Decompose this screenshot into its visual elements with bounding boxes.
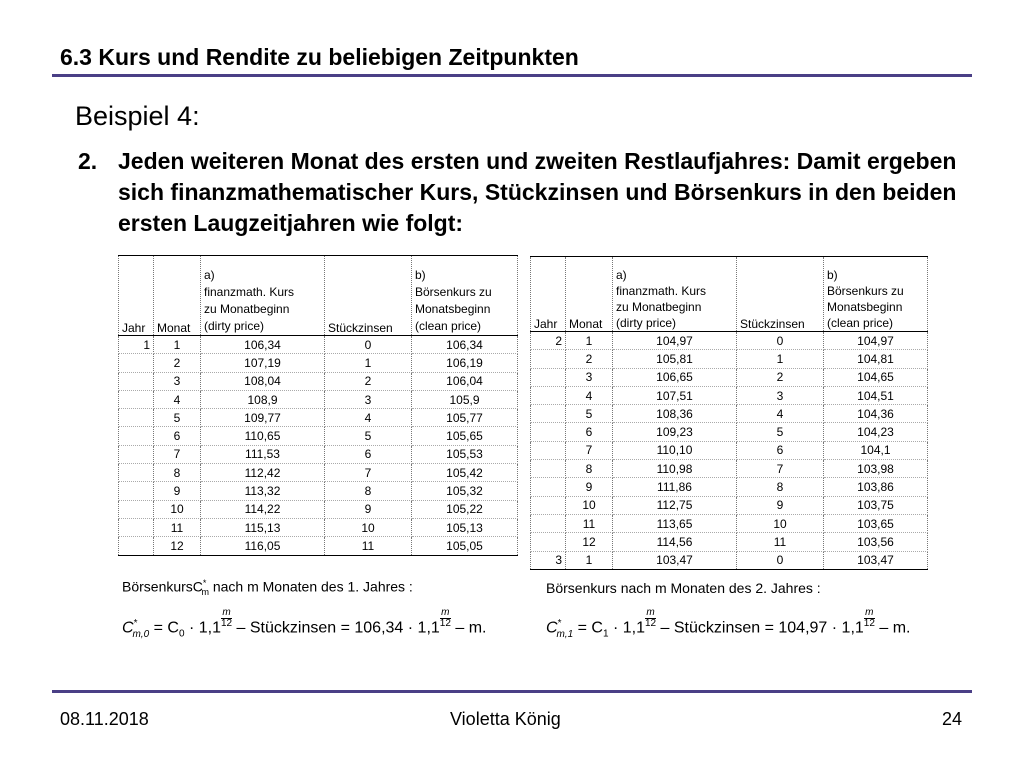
cell-dirty-price: 113,65 <box>613 514 737 532</box>
cell-stueckzinsen: 0 <box>737 551 824 569</box>
col-clean-price: b) Börsenkurs zu Monatsbeginn (clean price) <box>824 257 928 332</box>
table-year-1 <box>118 255 518 556</box>
cell-stueckzinsen: 10 <box>737 514 824 532</box>
col-stueckzinsen: Stückzinsen <box>325 256 412 336</box>
cell-stueckzinsen: 2 <box>325 372 412 390</box>
cell-monat: 7 <box>154 445 201 463</box>
cell-monat: 4 <box>566 386 613 404</box>
exponent-fraction: $\frac{m}{12}$ <box>220 607 233 629</box>
cell-stueckzinsen: 0 <box>737 332 824 350</box>
cell-monat: 11 <box>566 514 613 532</box>
cell-dirty-price: 115,13 <box>201 518 325 536</box>
cell-monat: 6 <box>566 423 613 441</box>
exponent-fraction: $\frac{m}{12}$ <box>644 607 657 629</box>
cell-monat: 2 <box>154 354 201 372</box>
cell-jahr <box>119 409 154 427</box>
cell-jahr <box>531 533 566 551</box>
cell-monat: 6 <box>154 427 201 445</box>
cell-monat: 5 <box>154 409 201 427</box>
cell-stueckzinsen: 2 <box>737 368 824 386</box>
cell-clean-price: 105,22 <box>412 500 518 518</box>
cell-monat: 9 <box>566 478 613 496</box>
cell-jahr <box>119 445 154 463</box>
cell-dirty-price: 105,81 <box>613 350 737 368</box>
table-row <box>119 445 518 463</box>
cell-dirty-price: 109,77 <box>201 409 325 427</box>
cell-monat: 9 <box>154 482 201 500</box>
cell-clean-price: 103,47 <box>824 551 928 569</box>
formula-1-caption: BörsenkursC*$_m$ nach m Monaten des 1. Jahres : <box>122 578 413 598</box>
cell-dirty-price: 112,75 <box>613 496 737 514</box>
table-row <box>119 427 518 445</box>
point-number: 2. <box>78 148 98 174</box>
cell-clean-price: 105,13 <box>412 518 518 536</box>
cell-jahr <box>531 350 566 368</box>
cell-clean-price: 104,81 <box>824 350 928 368</box>
cell-jahr <box>531 496 566 514</box>
cell-jahr <box>119 372 154 390</box>
cell-monat: 5 <box>566 405 613 423</box>
cell-monat: 3 <box>566 368 613 386</box>
col-dirty-price: a) finanzmath. Kurs zu Monatbeginn (dirty price) <box>613 257 737 332</box>
table-row <box>119 500 518 518</box>
cell-jahr <box>119 464 154 482</box>
table-row <box>531 533 928 551</box>
cell-clean-price: 105,65 <box>412 427 518 445</box>
table-row <box>119 537 518 555</box>
cell-jahr: 3 <box>531 551 566 569</box>
cell-jahr: 2 <box>531 332 566 350</box>
cell-clean-price: 103,56 <box>824 533 928 551</box>
table-row <box>531 478 928 496</box>
cell-clean-price: 103,98 <box>824 460 928 478</box>
table-row <box>119 482 518 500</box>
cell-stueckzinsen: 9 <box>737 496 824 514</box>
cell-clean-price: 104,65 <box>824 368 928 386</box>
cell-monat: 2 <box>566 350 613 368</box>
cell-clean-price: 106,34 <box>412 336 518 354</box>
cell-jahr <box>531 514 566 532</box>
table-row <box>531 368 928 386</box>
cell-monat: 1 <box>566 332 613 350</box>
cell-clean-price: 104,51 <box>824 386 928 404</box>
exponent-fraction: $\frac{m}{12}$ <box>439 607 451 629</box>
cell-jahr <box>531 405 566 423</box>
cell-dirty-price: 112,42 <box>201 464 325 482</box>
cell-dirty-price: 110,65 <box>201 427 325 445</box>
cell-clean-price: 105,05 <box>412 537 518 555</box>
col-jahr: Jahr <box>531 257 566 332</box>
cell-clean-price: 105,32 <box>412 482 518 500</box>
cell-jahr <box>119 354 154 372</box>
cell-clean-price: 105,53 <box>412 445 518 463</box>
table-row <box>119 354 518 372</box>
example-label: Beispiel 4: <box>75 101 200 131</box>
table-row <box>531 405 928 423</box>
cell-stueckzinsen: 8 <box>737 478 824 496</box>
cell-dirty-price: 110,10 <box>613 441 737 459</box>
cell-stueckzinsen: 6 <box>737 441 824 459</box>
cell-clean-price: 103,65 <box>824 514 928 532</box>
cell-monat: 7 <box>566 441 613 459</box>
cell-jahr <box>531 423 566 441</box>
cell-clean-price: 104,97 <box>824 332 928 350</box>
cell-monat: 12 <box>566 533 613 551</box>
cell-clean-price: 106,04 <box>412 372 518 390</box>
cell-clean-price: 104,1 <box>824 441 928 459</box>
cell-jahr <box>531 386 566 404</box>
slide-title: 6.3 Kurs und Rendite zu beliebigen Zeitpunkten <box>60 44 579 70</box>
cell-dirty-price: 107,51 <box>613 386 737 404</box>
cell-stueckzinsen: 3 <box>325 390 412 408</box>
cell-jahr <box>119 518 154 536</box>
cell-dirty-price: 114,56 <box>613 533 737 551</box>
table-row <box>119 464 518 482</box>
cell-dirty-price: 114,22 <box>201 500 325 518</box>
cell-monat: 3 <box>154 372 201 390</box>
cell-dirty-price: 110,98 <box>613 460 737 478</box>
cell-jahr <box>119 537 154 555</box>
cell-clean-price: 104,23 <box>824 423 928 441</box>
table-row <box>531 441 928 459</box>
cell-dirty-price: 111,86 <box>613 478 737 496</box>
cell-stueckzinsen: 5 <box>325 427 412 445</box>
table-row <box>119 409 518 427</box>
cell-jahr <box>531 441 566 459</box>
header-rule <box>52 74 972 77</box>
table-row <box>119 390 518 408</box>
cell-dirty-price: 108,9 <box>201 390 325 408</box>
cell-stueckzinsen: 4 <box>325 409 412 427</box>
table-year-2 <box>530 256 928 570</box>
cell-jahr <box>531 460 566 478</box>
cell-stueckzinsen: 7 <box>325 464 412 482</box>
table-row <box>531 460 928 478</box>
cell-dirty-price: 107,19 <box>201 354 325 372</box>
cell-clean-price: 103,75 <box>824 496 928 514</box>
table-row <box>531 551 928 569</box>
cell-stueckzinsen: 11 <box>325 537 412 555</box>
col-dirty-price: a) finanzmath. Kurs zu Monatbeginn (dirty price) <box>201 256 325 336</box>
formula-1: $C^*_{m,0} = C_0 \cdot 1,1$ $\frac{m}{12}$ – Stückzinsen = 106,34 · 1,1 $\frac{m}{12}$ – m. <box>122 607 487 640</box>
cell-clean-price: 105,9 <box>412 390 518 408</box>
cell-monat: 12 <box>154 537 201 555</box>
cell-clean-price: 105,77 <box>412 409 518 427</box>
cell-monat: 1 <box>154 336 201 354</box>
cell-monat: 4 <box>154 390 201 408</box>
footer-date: 08.11.2018 <box>60 709 149 729</box>
cell-dirty-price: 108,04 <box>201 372 325 390</box>
cell-monat: 8 <box>566 460 613 478</box>
cell-monat: 8 <box>154 464 201 482</box>
cell-stueckzinsen: 5 <box>737 423 824 441</box>
cell-monat: 10 <box>566 496 613 514</box>
cell-stueckzinsen: 9 <box>325 500 412 518</box>
cell-dirty-price: 108,36 <box>613 405 737 423</box>
cell-jahr <box>119 500 154 518</box>
cell-jahr <box>119 482 154 500</box>
cell-dirty-price: 109,23 <box>613 423 737 441</box>
col-monat: Monat <box>566 257 613 332</box>
cell-dirty-price: 113,32 <box>201 482 325 500</box>
point-text: Jeden weiteren Monat des ersten und zweiten Restlaufjahres: Damit ergeben sich finanzmathematischer Kurs, Stückzinsen und Börsenkurs in den beiden ersten Laugzeitjahren wie folgt: <box>118 148 957 236</box>
exponent-fraction: $\frac{m}{12}$ <box>863 607 875 629</box>
formula-2: $C^*_{m,1} = C_1 \cdot 1,1$ $\frac{m}{12}$ – Stückzinsen = 104,97 · 1,1 $\frac{m}{12}$ – m. <box>546 607 911 640</box>
table-row <box>531 423 928 441</box>
cell-stueckzinsen: 10 <box>325 518 412 536</box>
table-row <box>119 372 518 390</box>
formula-2-caption: Börsenkurs nach m Monaten des 2. Jahres : <box>546 580 821 596</box>
footer-rule <box>52 690 972 693</box>
cell-stueckzinsen: 7 <box>737 460 824 478</box>
cell-stueckzinsen: 11 <box>737 533 824 551</box>
table-row <box>119 336 518 354</box>
cell-clean-price: 103,86 <box>824 478 928 496</box>
table-row <box>531 332 928 350</box>
table-row <box>531 350 928 368</box>
col-jahr: Jahr <box>119 256 154 336</box>
cell-stueckzinsen: 1 <box>325 354 412 372</box>
cell-dirty-price: 106,34 <box>201 336 325 354</box>
col-clean-price: b) Börsenkurs zu Monatsbeginn (clean price) <box>412 256 518 336</box>
cell-clean-price: 105,42 <box>412 464 518 482</box>
cell-monat: 1 <box>566 551 613 569</box>
table-row <box>119 518 518 536</box>
cell-stueckzinsen: 3 <box>737 386 824 404</box>
cell-stueckzinsen: 4 <box>737 405 824 423</box>
cell-dirty-price: 106,65 <box>613 368 737 386</box>
cell-stueckzinsen: 6 <box>325 445 412 463</box>
table-row <box>531 386 928 404</box>
cell-jahr: 1 <box>119 336 154 354</box>
cell-jahr <box>119 390 154 408</box>
table-row <box>531 514 928 532</box>
cell-stueckzinsen: 1 <box>737 350 824 368</box>
table-row <box>531 496 928 514</box>
cell-dirty-price: 116,05 <box>201 537 325 555</box>
footer-author: Violetta König <box>450 709 561 729</box>
col-stueckzinsen: Stückzinsen <box>737 257 824 332</box>
cell-jahr <box>531 368 566 386</box>
cell-stueckzinsen: 8 <box>325 482 412 500</box>
cell-jahr <box>531 478 566 496</box>
cell-clean-price: 106,19 <box>412 354 518 372</box>
footer-page-number: 24 <box>942 709 963 729</box>
cell-stueckzinsen: 0 <box>325 336 412 354</box>
cell-monat: 11 <box>154 518 201 536</box>
cell-jahr <box>119 427 154 445</box>
cell-dirty-price: 111,53 <box>201 445 325 463</box>
cell-dirty-price: 104,97 <box>613 332 737 350</box>
cell-dirty-price: 103,47 <box>613 551 737 569</box>
cell-monat: 10 <box>154 500 201 518</box>
cell-clean-price: 104,36 <box>824 405 928 423</box>
col-monat: Monat <box>154 256 201 336</box>
